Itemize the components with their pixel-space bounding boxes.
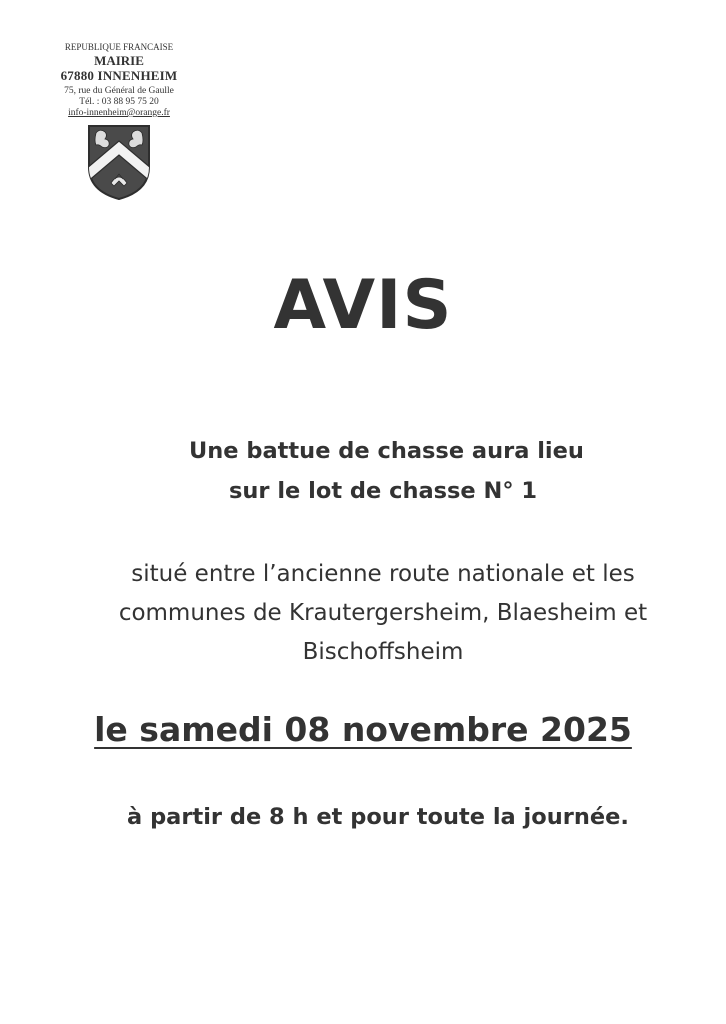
letterhead bbox=[40, 42, 198, 201]
letterhead-phone: Tél. : 03 88 95 75 20 bbox=[79, 97, 159, 108]
notice-title: AVIS bbox=[273, 266, 453, 345]
location-line: Bischoffsheim bbox=[302, 639, 464, 665]
letterhead-office: MAIRIE bbox=[94, 53, 144, 69]
location-line: communes de Krautergersheim, Blaesheim et bbox=[118, 600, 648, 626]
letterhead-address: 75, rue du Général de Gaulle bbox=[64, 86, 174, 97]
hunt-lot-line: sur le lot de chasse N° 1 bbox=[229, 478, 538, 504]
coat-of-arms-icon bbox=[86, 123, 152, 201]
hunt-date bbox=[0, 710, 726, 749]
letterhead-country: REPUBLIQUE FRANCAISE bbox=[64, 42, 174, 52]
letterhead-town: 67880 INNENHEIM bbox=[60, 68, 178, 84]
hunt-date-text: le samedi 08 novembre 2025 bbox=[94, 710, 632, 749]
letterhead-email[interactable]: info-innenheim@orange.fr bbox=[68, 108, 170, 119]
hunt-time: à partir de 8 h et pour toute la journée. bbox=[127, 804, 629, 830]
location-line: situé entre l’ancienne route nationale et les bbox=[131, 561, 635, 587]
location-description bbox=[60, 555, 706, 672]
hunt-announcement-line: Une battue de chasse aura lieu bbox=[189, 438, 584, 464]
